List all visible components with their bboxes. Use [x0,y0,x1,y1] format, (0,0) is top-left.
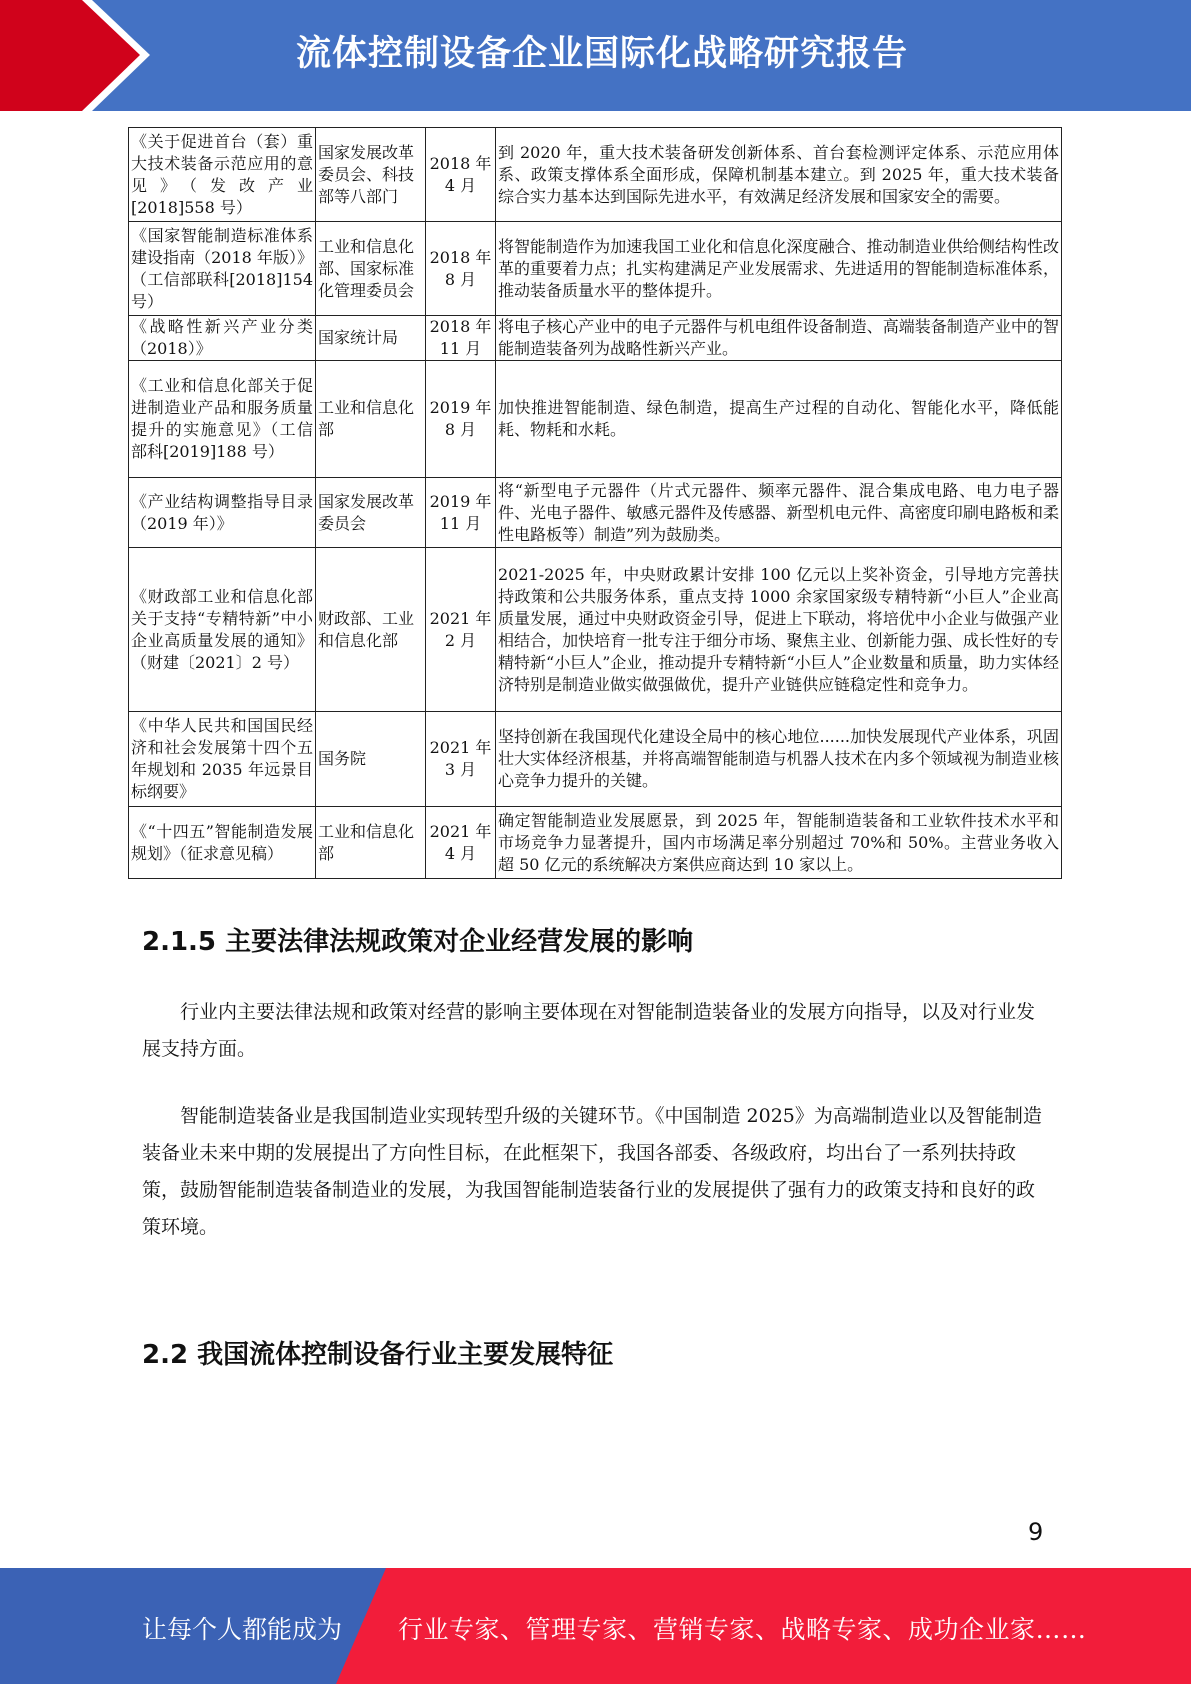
policy-name-cell: 《战略性新兴产业分类（2018）》 [129,316,316,361]
table-row [129,807,1062,879]
policy-date-cell: 2021 年 3 月 [426,712,496,807]
policy-dept-cell: 国家发展改革委员会、科技部等八部门 [316,128,426,222]
policy-content-cell: 坚持创新在我国现代化建设全局中的核心地位......加快发展现代产业体系，巩固壮大实体经济根基，并将高端智能制造与机器人技术在内多个领域视为制造业核心竞争力提升的关键。 [496,712,1062,807]
table-row [129,548,1062,712]
table-row [129,478,1062,548]
policy-name-cell: 《中华人民共和国国民经济和社会发展第十四个五年规划和 2035 年远景目标纲要》 [129,712,316,807]
policy-dept-cell: 财政部、工业和信息化部 [316,548,426,712]
policy-name-cell: 《财政部工业和信息化部关于支持“专精特新”中小企业高质量发展的通知》（财建〔2021〕2 号） [129,548,316,712]
page-number: 9 [1028,1518,1044,1546]
policy-date-cell: 2021 年 2 月 [426,548,496,712]
table-row [129,316,1062,361]
policy-date-cell: 2018 年 11 月 [426,316,496,361]
policy-dept-cell: 国务院 [316,712,426,807]
policy-date-cell: 2019 年 8 月 [426,361,496,478]
report-title: 流体控制设备企业国际化战略研究报告 [296,34,909,74]
policy-date-cell: 2018 年 8 月 [426,222,496,316]
policy-dept-cell: 工业和信息化部 [316,361,426,478]
policy-table [128,127,1062,879]
footer-slogan-left: 让每个人都能成为 [142,1615,343,1644]
policy-name-cell: 《“十四五”智能制造发展规划》（征求意见稿） [129,807,316,879]
page-header [0,0,1191,111]
policy-content-cell: 到 2020 年，重大技术装备研发创新体系、首台套检测评定体系、示范应用体系、政策支撑体系全面形成，保障机制基本建立。到 2025 年，重大技术装备综合实力基本达到国际先进水平，有效满足经济发展和国家安全的需要。 [496,128,1062,222]
policy-date-cell: 2019 年 11 月 [426,478,496,548]
policy-dept-cell: 工业和信息化部、国家标准化管理委员会 [316,222,426,316]
table-row [129,361,1062,478]
table-row [129,712,1062,807]
policy-dept-cell: 国家统计局 [316,316,426,361]
section-heading-2-1-5: 2.1.5 主要法律法规政策对企业经营发展的影响 [142,927,694,957]
policy-content-cell: 将“新型电子元器件（片式元器件、频率元器件、混合集成电路、电力电子器件、光电子器件、敏感元器件及传感器、新型机电元件、高密度印刷电路板和柔性电路板等）制造”列为鼓励类。 [496,478,1062,548]
policy-name-cell: 《产业结构调整指导目录（2019 年）》 [129,478,316,548]
policy-date-cell: 2021 年 4 月 [426,807,496,879]
page-footer [0,1568,1191,1684]
policy-name-cell: 《工业和信息化部关于促进制造业产品和服务质量提升的实施意见》（工信部科[2019]188 号） [129,361,316,478]
body-paragraph: 行业内主要法律法规和政策对经营的影响主要体现在对智能制造装备业的发展方向指导，以及对行业发展支持方面。 [142,1001,1036,1060]
policy-date-cell: 2018 年 4 月 [426,128,496,222]
table-row [129,222,1062,316]
policy-content-cell: 将电子核心产业中的电子元器件与机电组件设备制造、高端装备制造产业中的智能制造装备列为战略性新兴产业。 [496,316,1062,361]
policy-content-cell: 将智能制造作为加速我国工业化和信息化深度融合、推动制造业供给侧结构性改革的重要着力点；扎实构建满足产业发展需求、先进适用的智能制造标准体系，推动装备质量水平的整体提升。 [496,222,1062,316]
policy-content-cell: 确定智能制造业发展愿景，到 2025 年，智能制造装备和工业软件技术水平和市场竞争力显著提升，国内市场满足率分别超过 70%和 50%。主营业务收入超 50 亿元的系统解决方案供应商达到 10 家以上。 [496,807,1062,879]
table-row [129,128,1062,222]
policy-name-cell: 《国家智能制造标准体系建设指南（2018 年版）》（工信部联科[2018]154 号） [129,222,316,316]
policy-name-cell: 《关于促进首台（套）重大技术装备示范应用的意见》（发改产业[2018]558 号） [129,128,316,222]
policy-content-cell: 2021-2025 年，中央财政累计安排 100 亿元以上奖补资金，引导地方完善扶持政策和公共服务体系，重点支持 1000 余家国家级专精特新“小巨人”企业高质量发展，通过中央财政资金引导，促进上下联动，将培优中小企业与做强产业相结合，加快培育一批专注于细分市场、聚焦主业、创新能力强、成长性好的专精特新“小巨人”企业，推动提升专精特新“小巨人”企业数量和质量，助力实体经济特别是制造业做实做强做优，提升产业链供应链稳定性和竞争力。 [496,548,1062,712]
policy-dept-cell: 工业和信息化部 [316,807,426,879]
body-paragraph: 智能制造装备业是我国制造业实现转型升级的关键环节。《中国制造 2025》为高端制造业以及智能制造装备业未来中期的发展提出了方向性目标，在此框架下，我国各部委、各级政府，均出台了一系列扶持政策，鼓励智能制造装备制造业的发展，为我国智能制造装备行业的发展提供了强有力的政策支持和良好的政策环境。 [142,1105,1042,1238]
policy-content-cell: 加快推进智能制造、绿色制造，提高生产过程的自动化、智能化水平，降低能耗、物耗和水耗。 [496,361,1062,478]
footer-slogan-right: 行业专家、管理专家、营销专家、战略专家、成功企业家…… [398,1615,1087,1644]
policy-dept-cell: 国家发展改革委员会 [316,478,426,548]
header-chevron-icon [0,0,140,111]
section-heading-2-2: 2.2 我国流体控制设备行业主要发展特征 [142,1340,614,1370]
